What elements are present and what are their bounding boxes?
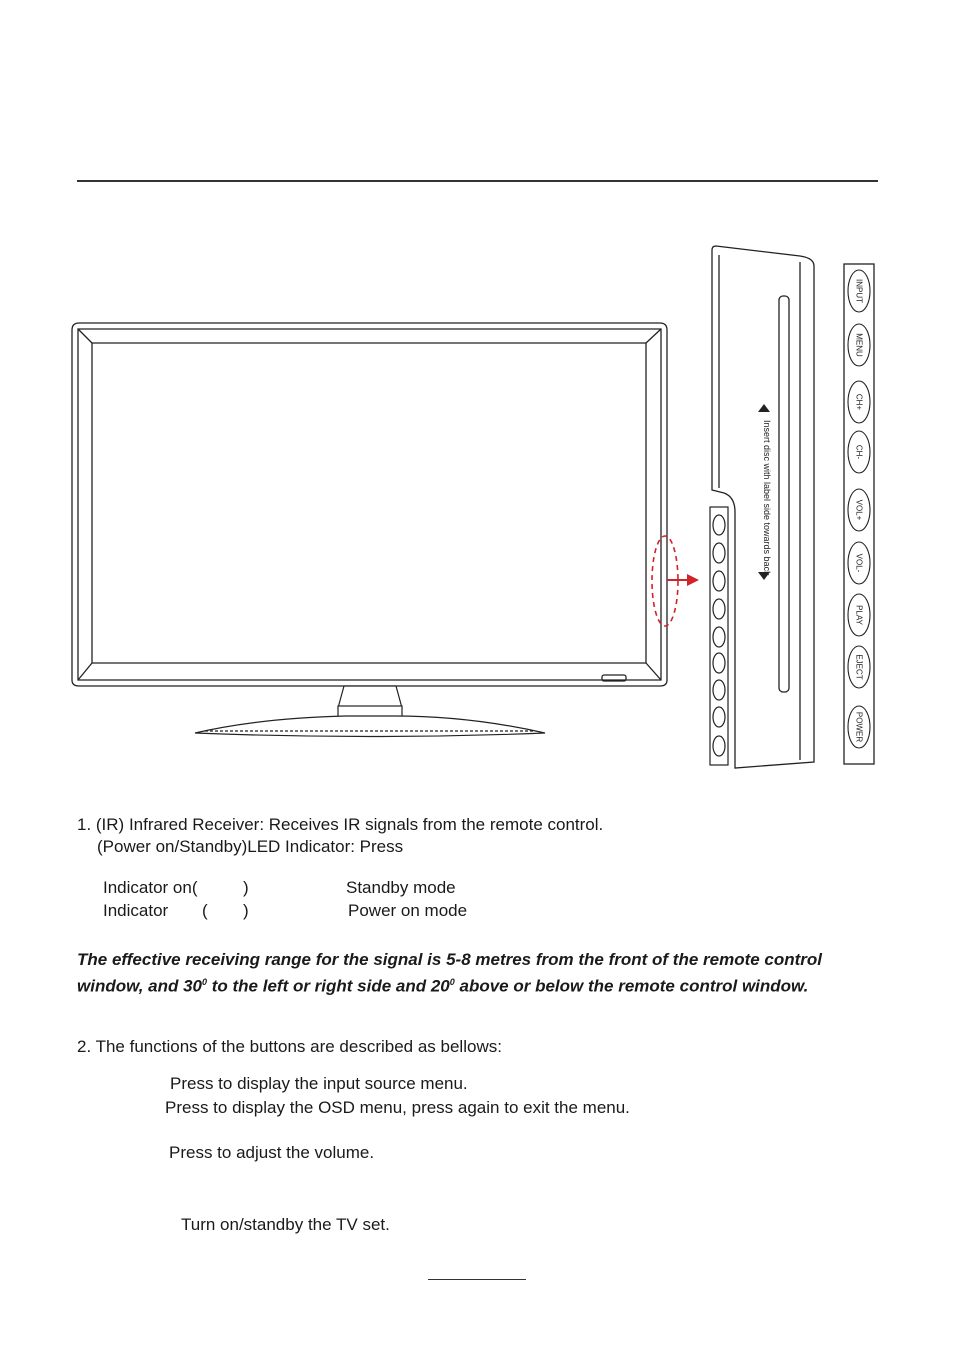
indicator-row1-label: Indicator on( xyxy=(103,878,198,897)
disc-slot-label: Insert disc with label side towards back xyxy=(762,420,772,576)
indicator-row2-open: ( xyxy=(202,901,208,920)
side-strip-small xyxy=(710,507,728,765)
range-note: The effective receiving range for the signal is 5-8 metres from the front of the remote control window, and $30^0$ to the left or right side and $20^0$ above or below the remote control window. xyxy=(77,950,823,996)
volume-description: Press to adjust the volume. xyxy=(169,1143,375,1162)
section2-intro: 2. The functions of the buttons are described as bellows: xyxy=(77,1037,502,1056)
section1-line2: (Power on/Standby)LED Indicator: Press xyxy=(97,837,404,856)
section1-line1: 1. (IR) Infrared Receiver: Receives IR signals from the remote control. xyxy=(77,815,604,834)
side-button-label: CH- xyxy=(854,444,864,460)
side-button-panel xyxy=(844,264,874,764)
power-description: Turn on/standby the TV set. xyxy=(181,1215,390,1234)
side-button-label: VOL+ xyxy=(854,499,864,521)
tv-front xyxy=(72,323,667,686)
side-button-label: INPUT xyxy=(854,279,864,303)
indicator-row2-label: Indicator xyxy=(103,901,169,920)
callout xyxy=(652,536,699,626)
side-button-label: CH+ xyxy=(854,393,864,411)
indicator-row2-close: ) xyxy=(243,901,249,920)
tv-stand xyxy=(195,686,545,737)
menu-description: Press to display the OSD menu, press again to exit the menu. xyxy=(165,1098,630,1117)
side-button-label: EJECT xyxy=(854,654,864,680)
page-footer-rule xyxy=(428,1279,526,1280)
indicator-row2-mode: Power on mode xyxy=(348,901,468,920)
side-button-label: VOL- xyxy=(854,553,864,573)
indicator-row1-mode: Standby mode xyxy=(346,878,456,897)
input-description: Press to display the input source menu. xyxy=(170,1074,468,1093)
indicator-row1-close: ) xyxy=(243,878,249,897)
side-button-label: PLAY xyxy=(854,605,864,625)
side-button-label: MENU xyxy=(854,333,864,357)
side-button-label: POWER xyxy=(854,711,864,743)
